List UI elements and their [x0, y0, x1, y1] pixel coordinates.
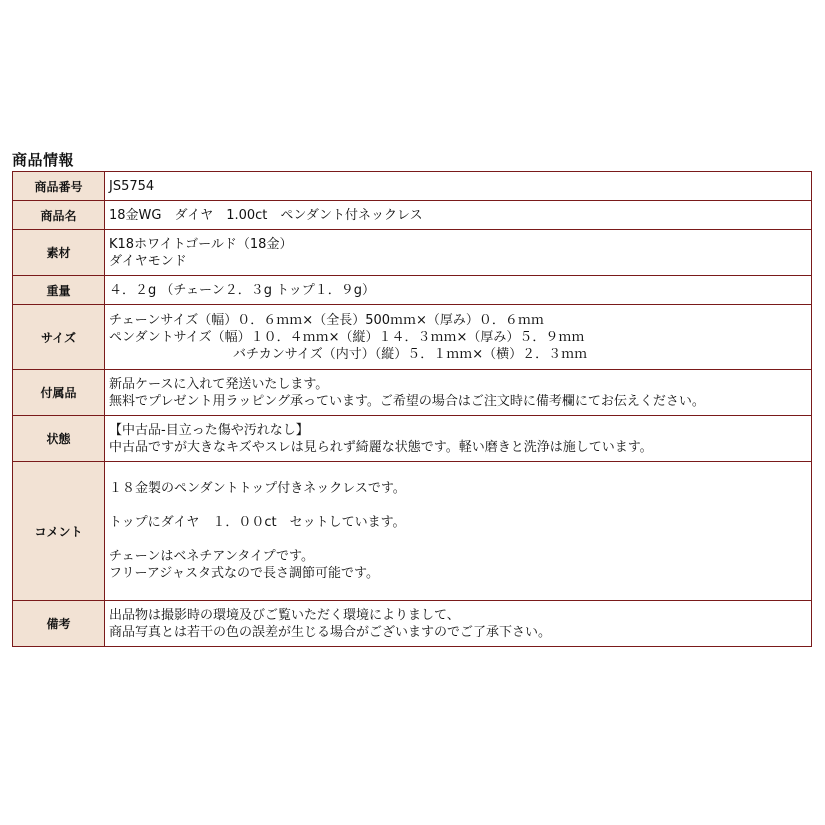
comment-line: フリーアジャスタ式なので長さ調節可能です。: [109, 566, 380, 581]
condition-line: 中古品ですが大きなキズやスレは見られず綺麗な状態です。軽い磨きと洗浄は施しています。: [109, 439, 653, 455]
value-material: [105, 230, 812, 276]
label-size: サイズ: [13, 305, 105, 370]
value-condition: [105, 416, 812, 462]
product-code: JS5754: [109, 178, 155, 194]
label-comment: コメント: [13, 462, 105, 601]
label-product-code: 商品番号: [13, 172, 105, 201]
label-remarks: 備考: [13, 601, 105, 647]
value-comment: [105, 462, 812, 601]
row-product-code: [13, 172, 812, 201]
row-weight: [13, 276, 812, 305]
size-line: ペンダントサイズ（幅）１０．４ｍｍ×（縦）１４．３ｍｍ×（厚み）５．９ｍｍ: [109, 329, 585, 345]
product-info-table: [12, 171, 812, 647]
label-product-name: 商品名: [13, 201, 105, 230]
material-line: ダイヤモンド: [109, 253, 187, 269]
size-line: チェーンサイズ（幅）０．６ｍｍ×（全長）500ｍｍ×（厚み）０．６ｍｍ: [109, 312, 544, 328]
label-condition: 状態: [13, 416, 105, 462]
value-size: [105, 305, 812, 370]
comment-spacer: [109, 497, 805, 514]
row-material: [13, 230, 812, 276]
label-material: 素材: [13, 230, 105, 276]
value-weight: [105, 276, 812, 305]
accessory-line: 無料でプレゼント用ラッピング承っています。ご希望の場合はご注文時に備考欄にてお伝えください。: [109, 393, 705, 409]
label-weight: 重量: [13, 276, 105, 305]
value-remarks: [105, 601, 812, 647]
condition-line: 【中古品-目立った傷や汚れなし】: [109, 422, 309, 438]
value-product-code: [105, 172, 812, 201]
comment-line: トップにダイヤ １．００ct セットしています。: [109, 515, 406, 530]
remarks-line: 出品物は撮影時の環境及びご覧いただく環境によりまして、: [109, 607, 460, 623]
accessory-line: 新品ケースに入れて発送いたします。: [109, 376, 329, 392]
remarks-line: 商品写真とは若干の色の誤差が生じる場合がございますのでご了承下さい。: [109, 624, 552, 640]
label-accessory: 付属品: [13, 370, 105, 416]
row-comment: [13, 462, 812, 601]
comment-spacer: [109, 531, 805, 548]
comment-line: チェーンはベネチアンタイプです。: [109, 549, 315, 564]
value-accessory: [105, 370, 812, 416]
comment-line: １８金製のペンダントトップ付きネックレスです。: [109, 481, 406, 496]
value-product-name: [105, 201, 812, 230]
product-name: 18金WG ダイヤ 1.00ct ペンダント付ネックレス: [109, 207, 423, 223]
row-remarks: [13, 601, 812, 647]
row-product-name: [13, 201, 812, 230]
section-title: 商品情報: [12, 151, 75, 169]
row-accessory: [13, 370, 812, 416]
material-line: K18ホワイトゴールド（18金）: [109, 236, 293, 252]
size-line: バチカンサイズ（内寸）（縦）５．１ｍｍ×（横）２．３ｍｍ: [233, 346, 588, 362]
row-size: [13, 305, 812, 370]
weight-line: ４．２g （チェーン２．３g トップ１．９g）: [109, 282, 375, 298]
row-condition: [13, 416, 812, 462]
